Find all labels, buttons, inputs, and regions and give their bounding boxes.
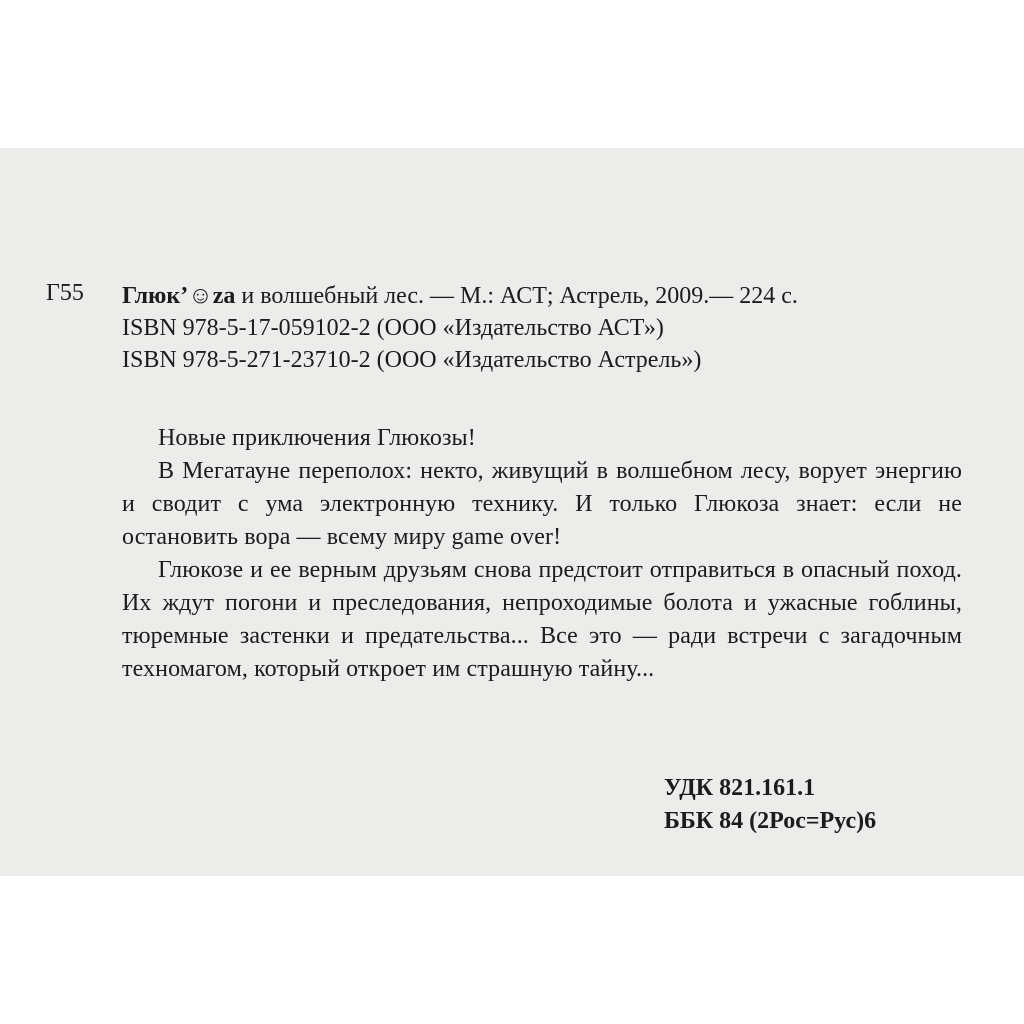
annotation-paragraph-2: Глюкозе и ее верным друзьям снова предстоит отправиться в опасный поход. Их ждут погони и преследования, непроходимые болота и ужасные гоблины, тюремные застенки и предательства... Все это — ради встречи с загадочным техномагом, который откроет им страшную тайну... [122,557,962,682]
annotation-lead: Новые приключения Глюкозы! [158,425,476,451]
annotation-paragraph-1: В Мегатауне переполох: некто, живущий в волшебном лесу, ворует энергию и сводит с ума электронную технику. И только Глюкоза знает: если не остановить вора — всему миру game over! [122,458,962,550]
publication-details: и волшебный лес. — М.: АСТ; Астрель, 2009.— 224 с. [235,283,798,309]
udk-code: УДК 821.161.1 [664,775,816,801]
classification-codes [664,772,876,838]
catalog-code: Г55 [46,280,84,306]
bibliographic-record [122,280,952,376]
isbn-ast: ISBN 978-5-17-059102-2 (ООО «Издательство АСТ») [122,315,664,341]
title-line [122,280,952,312]
book-page [0,148,1024,876]
isbn-astrel: ISBN 978-5-271-23710-2 (ООО «Издательство Астрель») [122,347,702,373]
book-title: Глюк’☺za [122,283,236,309]
annotation [122,422,962,686]
bbk-code: ББК 84 (2Рос=Рус)6 [664,808,877,834]
